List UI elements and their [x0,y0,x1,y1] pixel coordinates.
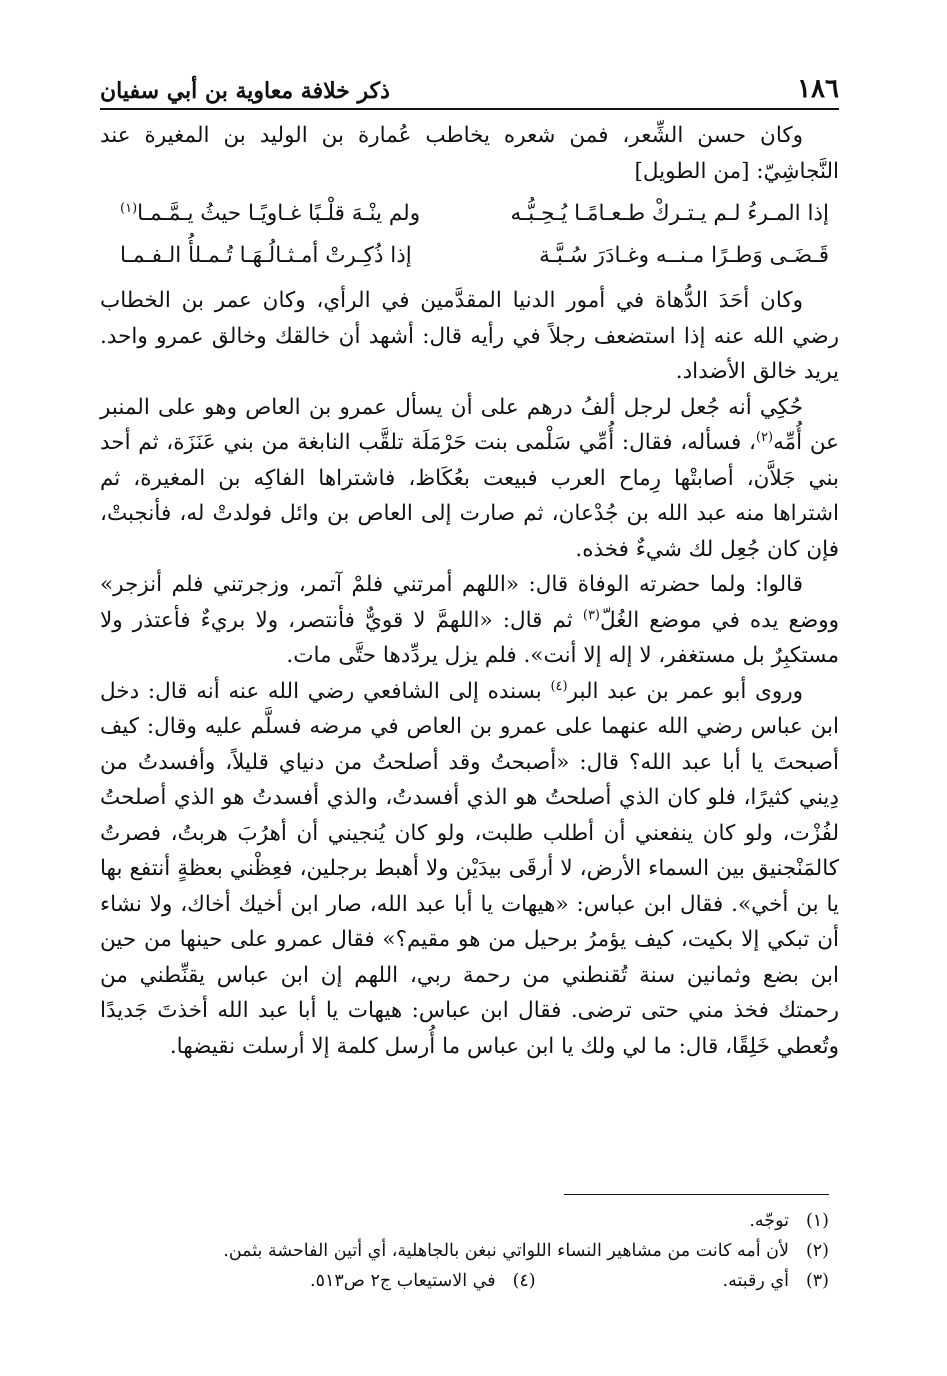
footnote-row-3-4 [100,1266,829,1296]
footnote-text: أي رقبته. [722,1271,789,1291]
footnote-4 [310,1266,536,1296]
footnotes [100,1206,829,1296]
paragraph-death-part-1: قالوا: ولما حضرته الوفاة قال: «اللهم أمرتني فلمْ آتمر، وزجرتني فلم أنزجر» ووضع يده في موضع الغُلّ [100,572,839,633]
footnote-2 [100,1236,829,1266]
verse-2-second-hemistich: إذا ذُكِـرتْ أمـثـالُـهَـا تُـمـلأُ الـفـمـا [120,243,412,268]
footnote-number: (١) [805,1211,829,1231]
paragraph-mother-part-2: ، فسأله، فقال: أُمِّي سَلْمى بنت حَرْمَلَة تلقَّب النابغة من بني عَنَزَة، ثم أحد بني جَلاَّن، أصابتْها رِماح العرب فبيعت بعُكَاظ، فاشتراها الفاكِه بن المغيرة، ثم اشتراها منه عبد الله بن جُدْعان، ثم صارت إلى العاص بن وائل فولدتْ له، فأنجبتْ، فإن كان جُعِل لك شيءٌ فخذه. [100,430,839,562]
footnote-number: (٤) [512,1271,536,1291]
poem [100,193,839,277]
paragraph-death-part-2: ثم قال: «اللهمَّ لا قويٌّ فأنتصر، ولا بريءٌ فأعتذر ولا مستكبِرٌ بل مستغفر، لا إله إلا أنت». فلم يزل يردِّدها حتَّى مات. [100,607,839,668]
paragraph-mother-part-1: حُكِي أنه جُعل لرجل ألفُ درهم على أن يسأل عمرو بن العاص وهو على المنبر عن أُمِّه [100,394,840,455]
running-header [100,60,839,110]
paragraph-ibn-abbas-part-2: بسنده إلى الشافعي رضي الله عنه أنه قال: دخل ابن عباس رضي الله عنهما على عمرو بن العاص في مرضه فسلَّم عليه وقال: كيف أصبحتَ يا أبا عبد الله؟ قال: «أصبحتُ وقد أصلحتُ من دنياي قليلاً، وأفسدتُ من دِيني كثيرًا، فلو كان الذي أصلحتُ هو الذي أفسدتُ، والذي أفسدتُ هو الذي أصلحتُ لفُزْت، ولو كان ينفعني أن أطلب طلبت، ولو كان يُنجيني أن أهرُبَ هربتُ، فصرتُ كالمَنْجنيق بين السماء الأرض، لا أرقَى بيدَيْن ولا أهبط برجلين، فعِظْني بعظةٍ أنتفع بها يا بن أخي». فقال ابن عباس: «هيهات يا أبا عبد الله، صار ابن أخيك أخاك، ولا نشاء أن تبكي إلا بكيت، كيف يؤمرُ برحيل من هو مقيم؟» فقال عمرو على حينها من حين ابن بضع وثمانين سنة تُقنطني من رحمة ربي، اللهم إن ابن عباس يقنِّطني من رحمتك فخذ مني حتى ترضى. فقال ابن عباس: هيهات يا أبا عبد الله أخذتَ جَديدًا وتُعطي خَلِقًا، قال: ما لي ولك يا ابن عباس ما أُرسل كلمة إلا أرسلت نقيضها. [100,678,839,1059]
footnote-text: توجّه. [749,1211,789,1231]
verse-1-second-hemistich-text: ولم ينْـهَ قلْـبًا غـاويًـا حيثُ يـمَّـمـا [137,201,421,226]
page-number: ١٨٦ [797,74,839,104]
paragraph-ibn-abbas [100,674,839,1065]
running-title: ذكر خلافة معاوية بن أبي سفيان [100,78,390,104]
footnote-ref-1: (١) [120,200,138,216]
footnote-ref-3: (٣) [582,607,600,623]
verse-line-1 [100,193,839,235]
footnote-3 [723,1266,829,1296]
paragraph-poetry-intro: وكان حسن الشِّعر، فمن شعره يخاطب عُمارة بن الوليد بن المغيرة عند النَّجاشِيّ: [من الطويل] [100,123,839,184]
footnote-text: في الاستيعاب ج٢ ص٥١٣. [310,1271,496,1291]
footnote-divider [564,1194,829,1195]
footnote-ref-2: (٢) [755,429,774,445]
paragraph-ibn-abbas-part-1: وروى أبو عمر بن عبد البر [567,678,803,704]
footnote-text: لأن أمه كانت من مشاهير النساء اللواتي نبغن بالجاهلية، أي أتين الفاحشة بثمن. [223,1241,789,1261]
verse-2-first-hemistich: قَـضَـى وَطـرًا مـنــه وغـادَرَ سُـبَّـة [539,243,829,268]
main-text [100,118,839,1064]
footnote-1 [100,1206,829,1236]
paragraph-mother [100,390,839,568]
footnote-number: (٣) [805,1271,829,1291]
footnote-ref-4: (٤) [550,678,568,694]
verse-1-second-hemistich [120,193,439,235]
paragraph-death [100,567,839,674]
footnote-number: (٢) [805,1241,829,1261]
paragraph-cunning: وكان أحَدَ الدُّهاة في أمور الدنيا المقدَّمين في الرأي، وكان عمر بن الخطاب رضي الله عنه إذا استضعف رجلاً في رأيه قال: أشهد أن خالقك وخالق عمرو واحد. يريد خالق الأضداد. [100,288,839,384]
verse-line-2 [100,235,839,277]
verse-1-first-hemistich: إذا المـرءُ لـم يـتـركْ طـعـامًـا يُـحِـبُّـه [510,201,829,226]
